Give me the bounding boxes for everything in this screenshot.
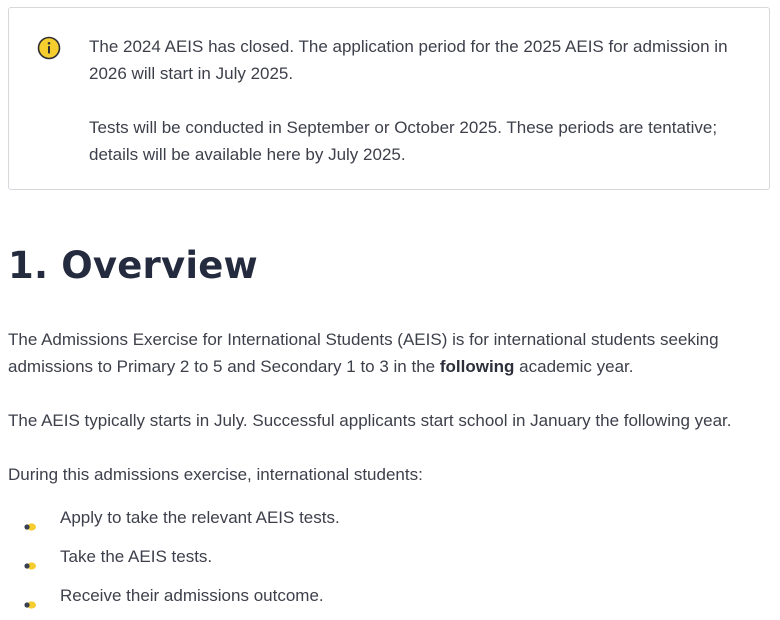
list-item-label: Apply to take the relevant AEIS tests.: [60, 508, 340, 527]
notice-callout: [8, 7, 770, 190]
overview-content: [8, 326, 772, 515]
overview-paragraph-1: [8, 326, 772, 380]
bullet-dot-icon: [24, 551, 36, 559]
list-item-label: Receive their admissions outcome.: [60, 586, 324, 605]
list-item: [0, 542, 780, 581]
list-item-label: Take the AEIS tests.: [60, 547, 213, 566]
overview-paragraph-1-bold: following: [439, 357, 515, 376]
info-circle-icon: [37, 36, 61, 60]
overview-paragraph-1-end: academic year.: [514, 357, 634, 376]
bullet-dot-icon: [24, 590, 36, 598]
list-item: [0, 581, 780, 620]
overview-paragraph-3: During this admissions exercise, international students:: [8, 465, 423, 484]
overview-bullet-list: [0, 503, 780, 620]
section-heading-overview: 1. Overview: [8, 244, 258, 287]
list-item: [0, 503, 780, 542]
notice-paragraph-1: The 2024 AEIS has closed. The application period for the 2025 AEIS for admission in 2026 will start in July 2025.: [89, 37, 728, 83]
overview-paragraph-1-start: The Admissions Exercise for International Students (AEIS) is for international students seeking admissions to Primary 2 to 5 and Secondary 1 to 3 in the: [8, 330, 719, 376]
notice-paragraph-2: Tests will be conducted in September or October 2025. These periods are tentative; details will be available here by July 2025.: [89, 118, 718, 164]
overview-paragraph-2: The AEIS typically starts in July. Successful applicants start school in January the following year.: [8, 411, 732, 430]
bullet-dot-icon: [24, 512, 36, 520]
notice-text: [89, 33, 749, 168]
